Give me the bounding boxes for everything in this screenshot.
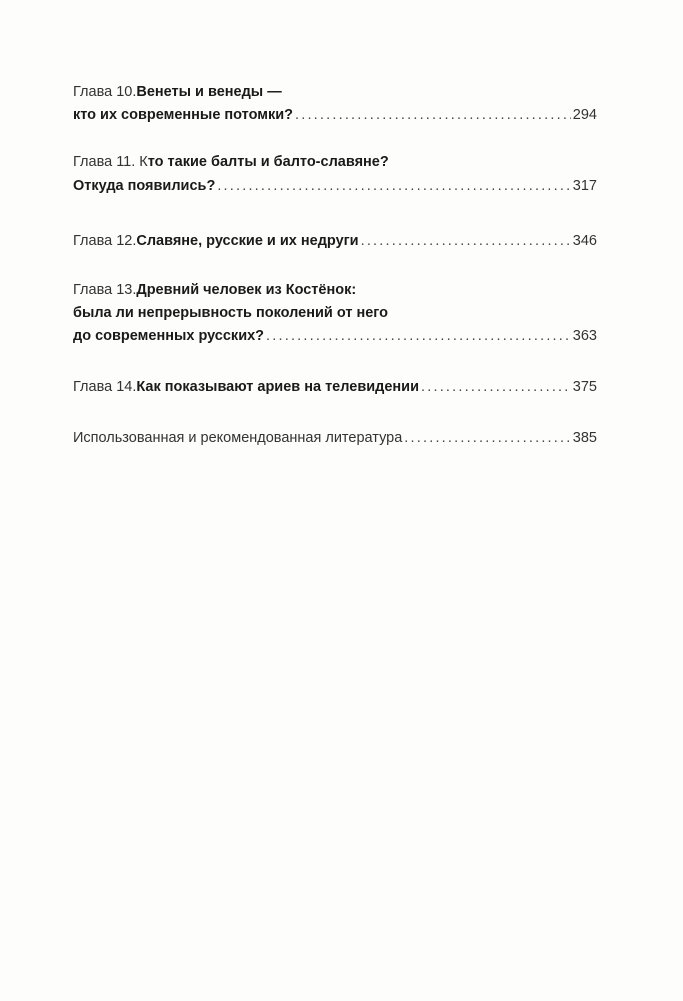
- dot-leader: [361, 231, 571, 251]
- page-number: 294: [572, 107, 597, 123]
- dot-leader: [404, 428, 571, 448]
- dot-leader: [295, 105, 571, 125]
- chapter-prefix: Глава 11. К: [73, 154, 148, 170]
- chapter-title: Славяне, русские и их недруги: [136, 233, 359, 249]
- chapter-title: Венеты и венеды —: [136, 84, 282, 100]
- dot-leader: [217, 176, 570, 196]
- chapter-title: Как показывают ариев на телевидении: [136, 379, 420, 395]
- chapter-title: то такие балты и балто-славяне?: [147, 154, 389, 170]
- chapter-title: до современных русских?: [73, 328, 265, 344]
- chapter-title: Древний человек из Костёнок:: [136, 282, 357, 298]
- chapter-prefix: Глава 14.: [73, 379, 137, 395]
- page-number: 375: [572, 379, 597, 395]
- dot-leader: [266, 326, 571, 346]
- chapter-title: была ли непрерывность поколений от него: [73, 305, 389, 321]
- page-number: 317: [572, 178, 597, 194]
- chapter-title: кто их современные потомки?: [73, 107, 293, 123]
- chapter-prefix: Глава 10.: [73, 84, 137, 100]
- section-title: Использованная и рекомендованная литература: [73, 430, 403, 446]
- chapter-prefix: Глава 13.: [73, 282, 137, 298]
- page-number: 363: [572, 328, 597, 344]
- chapter-title: Откуда появились?: [73, 178, 216, 194]
- dot-leader: [421, 377, 571, 397]
- page-number: 346: [572, 233, 597, 249]
- chapter-prefix: Глава 12.: [73, 233, 137, 249]
- page-number: 385: [572, 430, 597, 446]
